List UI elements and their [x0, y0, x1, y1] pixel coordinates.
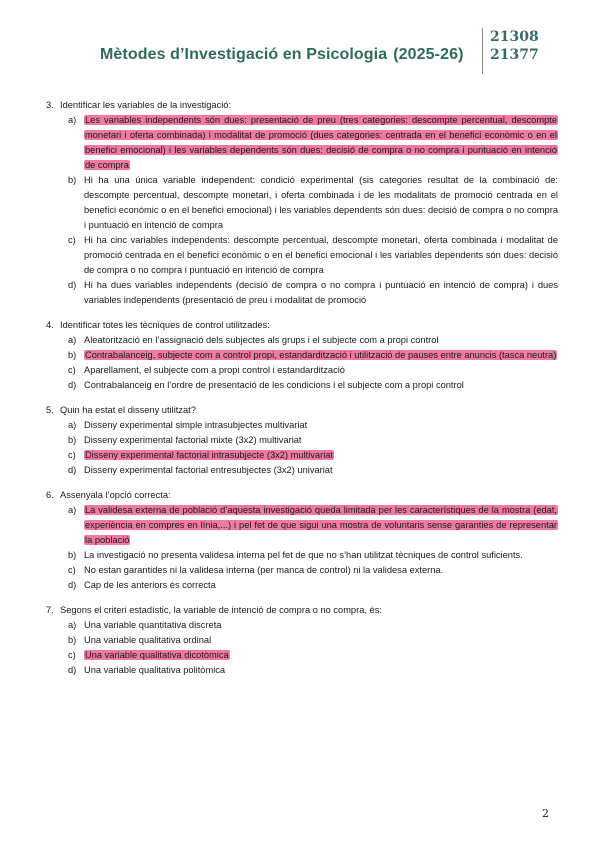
question-number: 3.	[46, 100, 54, 110]
option-text: Hi ha dues variables independents (decisió de compra o no compra i puntuació en intenció de compra) i dues variables independents (presentació de preu i modalitat de promoció	[84, 280, 558, 305]
options-list	[46, 418, 558, 478]
question-number: 7.	[46, 605, 54, 615]
option-letter: c)	[68, 565, 76, 575]
option-body	[84, 563, 558, 578]
course-code-1: 21308	[490, 29, 539, 45]
question-7	[46, 603, 558, 678]
option-b	[68, 433, 558, 448]
option-body	[84, 433, 558, 448]
option-letter: d)	[68, 380, 77, 390]
option-b	[68, 633, 558, 648]
option-c	[68, 363, 558, 378]
question-5	[46, 403, 558, 478]
option-a	[68, 333, 558, 348]
option-letter: b)	[68, 435, 77, 445]
option-body	[84, 378, 558, 393]
question-4	[46, 318, 558, 393]
option-body	[84, 503, 558, 548]
question-6	[46, 488, 558, 593]
option-body	[84, 633, 558, 648]
option-body	[84, 648, 558, 663]
question-text: Identificar totes les tècniques de control utilitzades:	[60, 320, 270, 330]
option-body	[84, 173, 558, 233]
option-d	[68, 378, 558, 393]
option-body	[84, 363, 558, 378]
option-text: La investigació no presenta validesa interna pel fet de que no s’han utilitzat tècniques de control suficients.	[84, 550, 523, 560]
option-d	[68, 463, 558, 478]
question-text: Identificar les variables de la investigació:	[60, 100, 232, 110]
course-title	[100, 46, 464, 64]
option-text: Disseny experimental factorial mixte (3x2) multivariat	[84, 435, 302, 445]
option-c	[68, 233, 558, 278]
option-letter: d)	[68, 665, 77, 675]
option-c	[68, 563, 558, 578]
option-d	[68, 278, 558, 308]
options-list	[46, 333, 558, 393]
option-body	[84, 618, 558, 633]
question-text: Segons el criteri estadístic, la variable de intenció de compra o no compra, és:	[60, 605, 382, 615]
highlighted-answer: Contrabalanceig, subjecte com a control propi, estandardització i utilització de pauses entre anuncis (tasca neutra)	[85, 350, 557, 360]
course-code-2: 21377	[490, 47, 539, 63]
option-letter: a)	[68, 335, 77, 345]
question-number: 6.	[46, 490, 54, 500]
question-text: Assenyala l’opció correcta:	[60, 490, 171, 500]
option-text: Aleatorització en l’assignació dels subjectes als grups i el subjecte com a propi control	[84, 335, 439, 345]
option-letter: a)	[68, 505, 77, 515]
option-letter: a)	[68, 115, 77, 125]
options-list	[46, 503, 558, 593]
option-letter: c)	[68, 235, 76, 245]
page-number: 2	[542, 807, 549, 820]
option-d	[68, 578, 558, 593]
option-c	[68, 648, 558, 663]
question-number: 5.	[46, 405, 54, 415]
option-body	[84, 113, 558, 173]
option-letter: b)	[68, 635, 77, 645]
question-number: 4.	[46, 320, 54, 330]
option-text: Hi ha una única variable independent: condició experimental (sis categories resultat de la combinació de: descompte percentual, descompte monetari, i oferta combinada i de les modalitats de promoció centrada en el benefici econòmic o en el benefici emocional) i les variables dependents són dues: decisió de compra o no compra i puntuació en intenció de compra	[84, 175, 558, 230]
question-title	[46, 488, 558, 503]
option-letter: b)	[68, 550, 77, 560]
question-title	[46, 318, 558, 333]
highlighted-answer: Disseny experimental factorial intrasubjecte (3x2) multivariat	[85, 450, 334, 460]
option-letter: c)	[68, 650, 76, 660]
option-body	[84, 448, 558, 463]
course-year: (2025-26)	[393, 46, 464, 63]
option-letter: b)	[68, 350, 77, 360]
option-body	[84, 663, 558, 678]
option-text: Disseny experimental factorial entresubjectes (3x2) univariat	[84, 465, 333, 475]
option-c	[68, 448, 558, 463]
header-divider	[482, 28, 483, 74]
highlighted-answer: Una variable qualitativa dicotòmica	[85, 650, 229, 660]
option-text: Aparellament, el subjecte com a propi control i estandardització	[84, 365, 345, 375]
question-3	[46, 98, 558, 308]
option-letter: c)	[68, 450, 76, 460]
option-letter: a)	[68, 420, 77, 430]
option-a	[68, 618, 558, 633]
highlighted-answer: La validesa externa de població d’aquesta investigació queda limitada per les característiques de la mostra (edat, experiència en compres en línia,...) i pel fet de que sigui una mostra de voluntaris sense garanties de representar la població	[85, 505, 557, 545]
option-a	[68, 113, 558, 173]
option-text: Una variable quantitativa discreta	[84, 620, 222, 630]
option-letter: d)	[68, 580, 77, 590]
question-title	[46, 603, 558, 618]
page-header	[0, 0, 600, 80]
option-text: Cap de les anteriors és correcta	[84, 580, 216, 590]
option-text: Disseny experimental simple intrasubjectes multivariat	[84, 420, 308, 430]
option-letter: d)	[68, 465, 77, 475]
options-list	[46, 618, 558, 678]
option-letter: c)	[68, 365, 76, 375]
question-title	[46, 98, 558, 113]
option-a	[68, 503, 558, 548]
question-title	[46, 403, 558, 418]
option-text: Una variable qualitativa politòmica	[84, 665, 226, 675]
option-body	[84, 348, 558, 363]
option-b	[68, 173, 558, 233]
option-b	[68, 548, 558, 563]
option-text: Contrabalanceig en l’ordre de presentació de les condicions i el subjecte com a propi control	[84, 380, 464, 390]
option-letter: a)	[68, 620, 77, 630]
question-text: Quin ha estat el disseny utilitzat?	[60, 405, 196, 415]
highlighted-answer: Les variables independents són dues: presentació de preu (tres categories: descompte percentual, descompte monetari i oferta combinada) i modalitat de promoció (dues categories: centrada en el benefici econòmic o en el benefici emocional) i les variables dependents són dues: decisió de compra o no compra i puntuació en intenció de compra	[85, 115, 557, 170]
option-body	[84, 548, 558, 563]
option-body	[84, 418, 558, 433]
course-title-text: Mètodes d’Investigació en Psicologia	[100, 46, 388, 63]
option-body	[84, 463, 558, 478]
option-text: No estan garantides ni la validesa interna (per manca de control) ni la validesa externa.	[84, 565, 444, 575]
option-body	[84, 333, 558, 348]
option-body	[84, 233, 558, 278]
option-letter: d)	[68, 280, 77, 290]
option-letter: b)	[68, 175, 77, 185]
option-b	[68, 348, 558, 363]
option-a	[68, 418, 558, 433]
course-codes	[490, 28, 539, 64]
option-text: Hi ha cinc variables independents: descompte percentual, descompte monetari, oferta combinada i modalitat de promoció centrada en el benefici econòmic o en el benefici emocional i les variables dependents són dues: decisió de compra o no compra i puntuació en intenció de compra	[84, 235, 558, 275]
option-body	[84, 578, 558, 593]
questions-list	[46, 98, 558, 688]
option-d	[68, 663, 558, 678]
option-text: Una variable qualitativa ordinal	[84, 635, 212, 645]
options-list	[46, 113, 558, 308]
option-body	[84, 278, 558, 308]
